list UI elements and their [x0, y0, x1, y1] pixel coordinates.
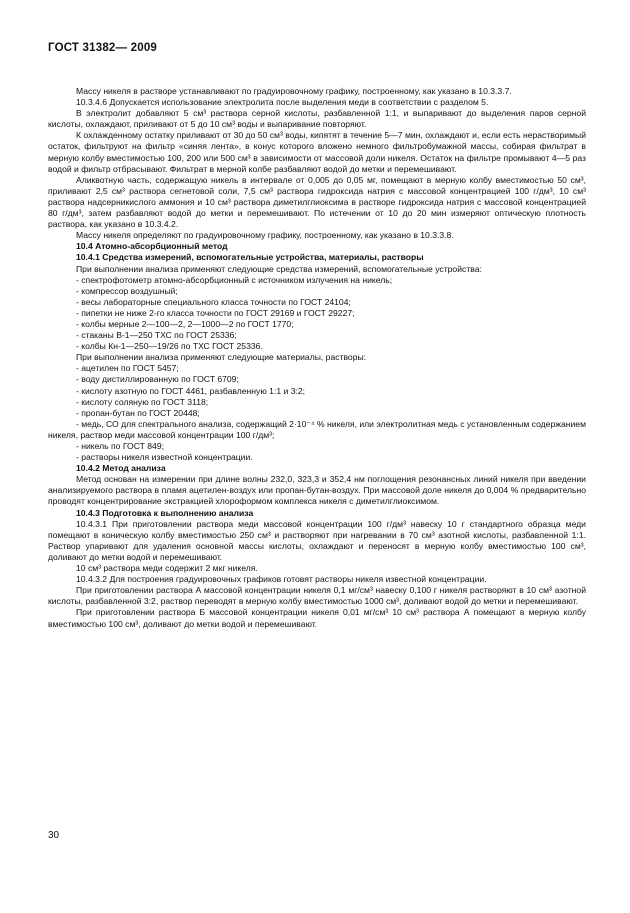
- paragraph: К охлажденному остатку приливают от 30 до 50 см³ воды, кипятят в течение 5—7 мин, охлаждают и, если есть нерастворимый остаток, фильтруют на фильтр «синяя лента», в конус которого вложено немного фильтробумажной массы, собирая фильтрат в мерную колбу вместимостью 100, 200 или 500 см³ в зависимости от массовой доли никеля. Остаток на фильтре промывают 4—5 раз водой и фильтр отбрасывают. Фильтрат в мерной колбе разбавляют водой до метки и перемешивают.: [48, 130, 586, 174]
- paragraph: 10.4.3.1 При приготовлении раствора меди массовой концентрации 100 г/дм³ навеску 10 г стандартного образца меди помещают в коническую колбу вместимостью 250 см³ и растворяют при нагревании в 70 см³ азотной кислоты, разбавленной 1:1. Раствор упаривают для удаления основной массы кислоты, охлаждают и переносят в мерную колбу вместимостью 100 см³, доливают до метки водой и перемешивают.: [48, 518, 586, 562]
- section-heading: 10.4.3 Подготовка к выполнению анализа: [76, 507, 254, 518]
- list-item: - воду дистиллированную по ГОСТ 6709;: [76, 374, 239, 385]
- list-item: - колбы Кн-1—250—19/26 по ТХС ГОСТ 25336.: [76, 341, 263, 352]
- list-item: - ацетилен по ГОСТ 5457;: [76, 363, 179, 374]
- paragraph: Массу никеля в растворе устанавливают по градуировочному графику, построенному, как указано в 10.3.3.7.: [76, 86, 512, 96]
- paragraph: 10 см³ раствора меди содержит 2 мкг никеля.: [76, 563, 258, 574]
- paragraph: 10.3.4.6 Допускается использование электролита после выделения меди в соответствии с разделом 5.: [76, 97, 489, 108]
- paragraph: При выполнении анализа применяют следующие материалы, растворы:: [76, 352, 367, 363]
- page-number: 30: [48, 830, 60, 841]
- list-item: - стаканы В-1—250 ТХС по ГОСТ 25336;: [76, 330, 237, 341]
- paragraph: Аликвотную часть, содержащую никель в интервале от 0,005 до 0,05 мг, помещают в мерную колбу вместимостью 50 см³, приливают 2,5 см³ раствора сегнетовой соли, 7,5 см³ раствора гидроксида натрия с массовой концентрацией 100 г/дм³, 10 см³ раствора надсерникислого аммония и 10 см³ раствора диметилглиоксима в растворе гидроксида натрия с массовой концентрацией 80 г/дм³, затем разбавляют водой до метки и перемешивают. По истечении от 10 до 20 мин измеряют оптическую плотность раствора, как указано в 10.3.4.2.: [48, 174, 586, 230]
- document-body: [48, 86, 586, 630]
- section-heading: 10.4.1 Средства измерений, вспомогательные устройства, материалы, растворы: [76, 252, 424, 263]
- list-item: - компрессор воздушный;: [76, 285, 178, 296]
- list-item: - колбы мерные 2—100—2, 2—1000—2 по ГОСТ 1770;: [76, 318, 294, 329]
- list-item: - спектрофотометр атомно-абсорбционный с источником излучения на никель;: [76, 274, 393, 285]
- section-heading: 10.4 Атомно-абсорбционный метод: [76, 241, 228, 252]
- list-item: - кислоту азотную по ГОСТ 4461, разбавленную 1:1 и 3:2;: [76, 385, 306, 396]
- paragraph: При приготовлении раствора А массовой концентрации никеля 0,1 мг/см³ навеску 0,100 г никеля растворяют в 10 см³ азотной кислоты, разбавленной 3:2, раствор переводят в мерную колбу вместимостью 1000 см³, доливают водой до метки и перемешивают.: [48, 585, 586, 607]
- section-heading: 10.4.2 Метод анализа: [76, 463, 166, 474]
- document-header: ГОСТ 31382— 2009: [48, 42, 158, 54]
- list-item: - медь, СО для спектрального анализа, содержащий 2·10⁻⁴ % никеля, или электролитная медь с установленным содержанием никеля, раствор меди массовой концентрации 100 г/дм³;: [48, 418, 586, 440]
- list-item: - весы лабораторные специального класса точности по ГОСТ 24104;: [76, 296, 351, 307]
- paragraph: При выполнении анализа применяют следующие средства измерений, вспомогательные устройства:: [76, 263, 482, 274]
- list-item: - кислоту соляную по ГОСТ 3118;: [76, 396, 209, 407]
- list-item: - пипетки не ниже 2-го класса точности по ГОСТ 29169 и ГОСТ 29227;: [76, 307, 355, 318]
- paragraph: Массу никеля определяют по градуировочному графику, построенному, как указано в 10.3.3.8.: [76, 230, 454, 241]
- paragraph: Метод основан на измерении при длине волны 232,0, 323,3 и 352,4 нм поглощения резонансных линий никеля при введении анализируемого раствора в пламя ацетилен-воздух или пропан-бутан-воздух. При массовой доле никеля до 0,004 % предварительно проводят концентрирование экстракцией хлороформом комплекса никеля с диметилглиоксимом.: [48, 474, 586, 507]
- list-item: - растворы никеля известной концентрации.: [76, 452, 253, 463]
- list-item: - никель по ГОСТ 849;: [76, 441, 164, 451]
- paragraph: При приготовлении раствора Б массовой концентрации никеля 0,01 мг/см³ 10 см³ раствора А помещают в мерную колбу вместимостью 100 см³, доливают до метки водой и перемешивают.: [48, 607, 586, 629]
- list-item: - пропан-бутан по ГОСТ 20448;: [76, 407, 200, 418]
- paragraph: 10.4.3.2 Для построения градуировочных графиков готовят растворы никеля известной концентрации.: [76, 574, 487, 585]
- paragraph: В электролит добавляют 5 см³ раствора серной кислоты, разбавленной 1:1, и выпаривают до выделения паров серной кислоты, охлаждают, приливают от 5 до 10 см³ воды и выпаривание повторяют.: [48, 108, 586, 130]
